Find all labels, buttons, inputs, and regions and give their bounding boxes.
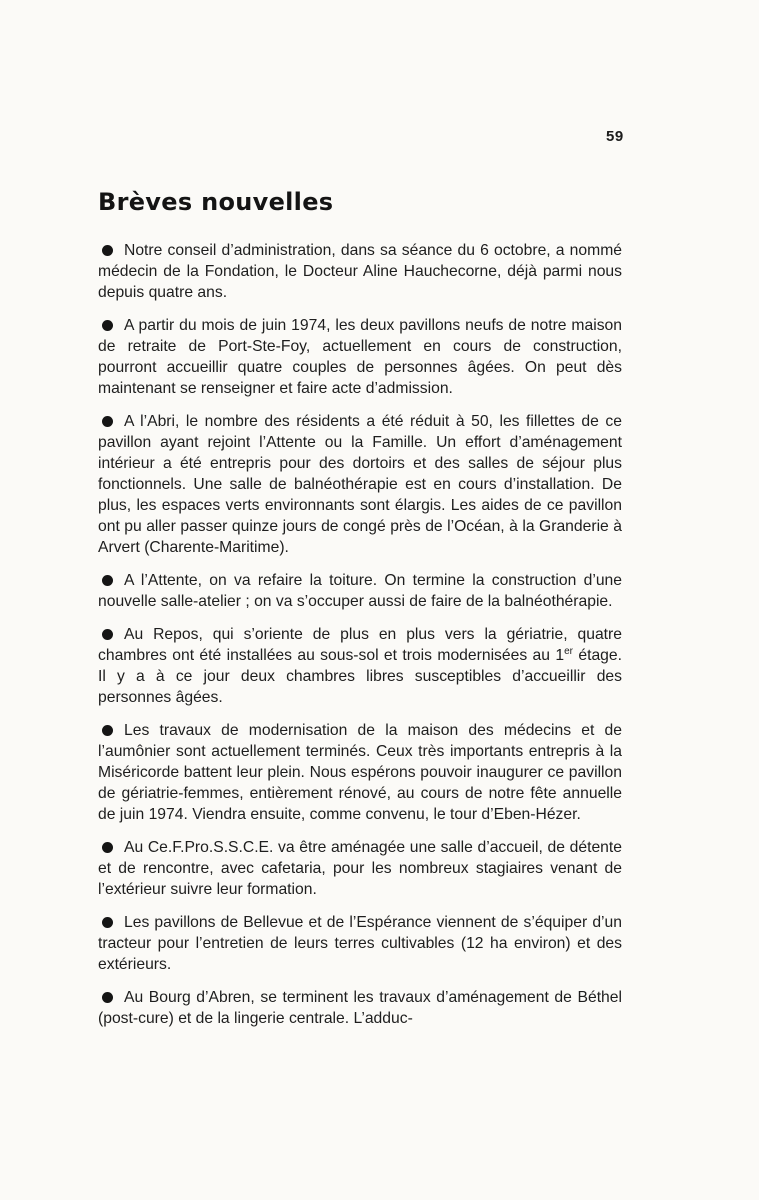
section-heading: Brèves nouvelles xyxy=(98,188,334,216)
news-item xyxy=(98,411,622,558)
news-item xyxy=(98,720,622,825)
news-item-text: Au Repos, qui s’oriente de plus en plus vers la gériatrie, quatre chambres ont été installées au sous-sol et trois modernisées au 1 xyxy=(98,626,622,664)
news-item-text: Au Ce.F.Pro.S.S.C.E. va être aménagée une salle d’accueil, de détente et de rencontre, avec cafetaria, pour les nombreux stagiaires venant de l’extérieur suivre leur formation. xyxy=(98,839,622,898)
bullet-icon xyxy=(102,629,113,640)
bullet-icon xyxy=(102,842,113,853)
news-item-text: Au Bourg d’Abren, se terminent les travaux d’aménagement de Béthel (post-cure) et de la lingerie centrale. L’adduc- xyxy=(98,989,622,1027)
news-item-text: Notre conseil d’administration, dans sa séance du 6 octobre, a nommé médecin de la Fondation, le Docteur Aline Hauchecorne, déjà parmi nous depuis quatre ans. xyxy=(98,242,622,301)
news-item-text: Les pavillons de Bellevue et de l’Espérance viennent de s’équiper d’un tracteur pour l’entretien de leurs terres cultivables (12 ha environ) et des extérieurs. xyxy=(98,914,622,973)
news-item xyxy=(98,987,622,1029)
bullet-icon xyxy=(102,416,113,427)
news-item xyxy=(98,912,622,975)
bullet-icon xyxy=(102,725,113,736)
news-item xyxy=(98,570,622,612)
news-item-text: A l’Attente, on va refaire la toiture. On termine la construction d’une nouvelle salle-atelier ; on va s’occuper aussi de faire de la balnéothérapie. xyxy=(98,572,622,610)
news-item-text: A l’Abri, le nombre des résidents a été réduit à 50, les fillettes de ce pavillon ayant rejoint l’Attente ou la Famille. Un effort d’aménagement intérieur a été entrepris pour des dortoirs et des salles de séjour plus fonctionnels. Une salle de balnéothérapie est en cours d’installation. De plus, les espaces verts environnants sont élargis. Les aides de ce pavillon ont pu aller passer quinze jours de congé près de l’Océan, à la Granderie à Arvert (Charente-Maritime). xyxy=(98,413,622,556)
news-item-text-continued: étage. Il y a à ce jour deux chambres libres susceptibles d’accueillir des personnes âgées. xyxy=(98,647,622,706)
page-number: 59 xyxy=(606,128,624,145)
news-item-text: A partir du mois de juin 1974, les deux pavillons neufs de notre maison de retraite de Port-Ste-Foy, actuellement en cours de construction, pourront accueillir quatre couples de personnes âgées. On peut dès maintenant se renseigner et faire acte d’admission. xyxy=(98,317,622,397)
bullet-icon xyxy=(102,992,113,1003)
news-item xyxy=(98,624,622,708)
bullet-icon xyxy=(102,917,113,928)
news-item-text: Les travaux de modernisation de la maison des médecins et de l’aumônier sont actuellement terminés. Ceux très importants entrepris à la Miséricorde battent leur plein. Nous espérons pouvoir inaugurer ce pavillon de gériatrie-femmes, entièrement rénové, au cours de notre fête annuelle de juin 1974. Viendra ensuite, comme convenu, le tour d’Eben-Hézer. xyxy=(98,722,622,823)
bullet-icon xyxy=(102,575,113,586)
bullet-icon xyxy=(102,245,113,256)
news-article xyxy=(98,240,622,1041)
bullet-icon xyxy=(102,320,113,331)
news-item xyxy=(98,240,622,303)
superscript-ordinal: er xyxy=(564,646,573,657)
news-item xyxy=(98,315,622,399)
news-item xyxy=(98,837,622,900)
